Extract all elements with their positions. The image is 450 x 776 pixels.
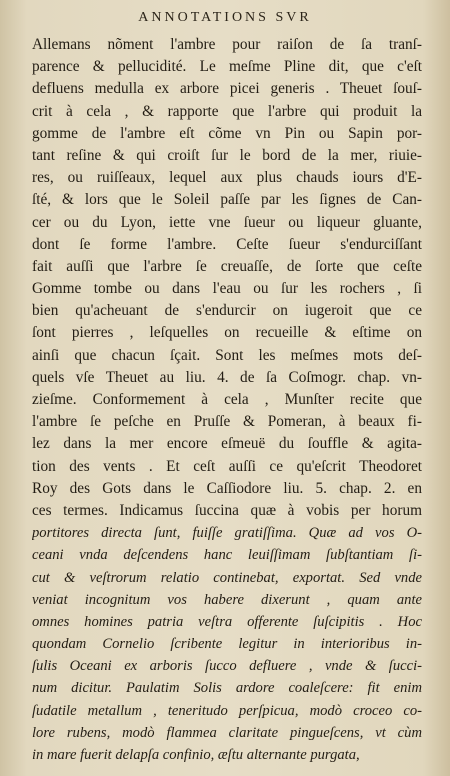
text-line: ſudatile metallum , teneritudo perſpicua, modò croceo co- — [32, 702, 422, 719]
text-line: gomme de l'ambre eſt cõme vn Pin ou Sapin por- — [32, 124, 422, 142]
text-line: portitores directa ſunt, fuiſſe gratiſſima. Quæ ad vos O- — [32, 525, 422, 542]
text-line: Gomme tombe ou dans l'eau ou ſur les rochers , ſi — [32, 280, 422, 298]
text-line: tant reſine & qui croiſt ſur le bord de la mer, riuie- — [32, 146, 422, 164]
text-line: veniat incognitum vos habere dixerunt , quam ante — [32, 591, 422, 608]
text-line: tion des vents . Et ceſt auſſi ce qu'eſcrit Theodoret — [32, 457, 422, 475]
text-line: ſté, & lors que le Soleil paſſe par les ſignes de Can- — [32, 191, 422, 209]
text-line: lore rubens, modò flammea claritate pingueſcens, vt cùm — [32, 724, 422, 741]
text-line: res, ou ruiſſeaux, lequel aux plus chauds iours d'E- — [32, 169, 422, 187]
text-line: ces termes. Indicamus ſuccina quæ à vobis per horum — [32, 501, 422, 519]
text-line: parence & pellucidité. Le meſme Pline dit, que c'eſt — [32, 58, 422, 76]
text-line: lez dans la mer encore eſmeuë du ſouffle & agita- — [32, 435, 422, 453]
text-line: cut & veſtrorum relatio continebat, exportat. Sed vnde — [32, 569, 422, 586]
text-line: ſont pierres , leſquelles on recueille & eſtime on — [32, 324, 422, 342]
text-line: dont ſe forme l'ambre. Ceſte ſueur s'endurciſſant — [32, 235, 422, 253]
text-line: bien qu'acheuant de s'endurcir on iugeroit que ce — [32, 302, 422, 320]
text-line: ainſi que chacun ſçait. Sont les meſmes mots deſ- — [32, 346, 422, 364]
text-line: Allemans nõment l'ambre pour raiſon de ſa tranſ- — [32, 36, 422, 53]
body-text — [32, 34, 422, 766]
running-header: ANNOTATIONS SVR — [138, 10, 312, 25]
text-line: num dicitur. Paulatim Solis ardore coaleſcere: fit enim — [32, 680, 422, 697]
text-line: l'ambre ſe peſche en Pruſſe & Pomeran, à beaux fi- — [32, 413, 422, 431]
text-line: ſulis Oceani ex arboris ſucco defluere , vnde & ſucci- — [32, 658, 422, 675]
text-line: ceani vnda deſcendens hanc leuiſſimam ſubſtantiam ſi- — [32, 547, 422, 564]
text-line: in mare fuerit delapſa confinio, æſtu alternante purgata, — [32, 747, 360, 763]
text-line: fait auſſi que l'arbre ſe creuaſſe, de ſorte que ceſte — [32, 257, 422, 275]
text-line: zieſme. Conformement à cela , Munſter recite que — [32, 391, 422, 408]
text-line: defluens medulla ex arbore picei generis . Theuet ſouſ- — [32, 80, 422, 98]
text-line: quondam Cornelio ſcribente legitur in interioribus in- — [32, 636, 422, 653]
text-line: omnes homines patria veſtra offerente ſuſcipitis . Hoc — [32, 613, 422, 630]
text-line: cer ou du Lyon, iette vne ſueur ou liqueur gluante, — [32, 213, 422, 231]
text-line: crit à cela , & rapporte que l'arbre qui produit la — [32, 102, 422, 120]
text-line: quels vſe Theuet au liu. 4. de ſa Coſmogr. chap. vn- — [32, 368, 422, 386]
text-line: Roy des Gots dans le Caſſiodore liu. 5. chap. 2. en — [32, 479, 422, 497]
